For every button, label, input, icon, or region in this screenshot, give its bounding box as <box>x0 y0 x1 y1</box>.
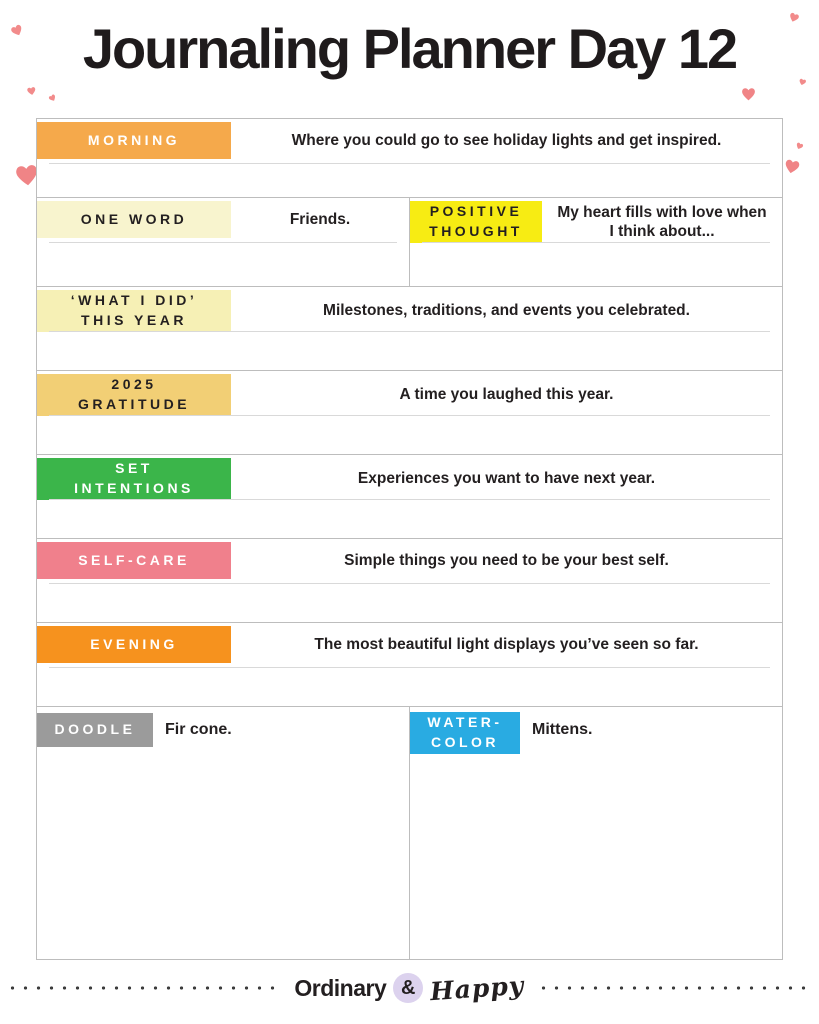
positive-thought-cell <box>409 198 782 286</box>
self-care-prompt: Simple things you need to be your best self. <box>344 551 669 569</box>
brand-logo <box>294 970 526 1006</box>
morning-label: MORNING <box>37 122 231 159</box>
heart-icon <box>797 77 808 87</box>
row-what-i-did <box>37 287 782 371</box>
heart-icon <box>25 85 38 97</box>
row-gratitude <box>37 371 782 455</box>
heart-icon <box>740 86 757 102</box>
brand-ampersand-badge: & <box>393 973 423 1003</box>
what-i-did-label-line1: ‘WHAT I DID’ <box>70 292 198 309</box>
morning-prompt: Where you could go to see holiday lights and get inspired. <box>291 131 722 149</box>
heart-icon <box>794 140 806 151</box>
set-intentions-label-line1: SET <box>115 460 153 477</box>
positive-thought-prompt: My heart fills with love when I think about... <box>557 203 767 240</box>
planner-sheet <box>36 118 783 960</box>
row-one-word-positive-thought <box>37 198 782 287</box>
doodle-cell <box>37 707 409 959</box>
set-intentions-label-line2: INTENTIONS <box>74 480 194 496</box>
set-intentions-label <box>37 458 231 500</box>
writing-line <box>422 242 770 243</box>
gratitude-prompt: A time you laughed this year. <box>399 386 614 404</box>
dotted-line-left <box>6 986 282 990</box>
doodle-prompt: Fir cone. <box>165 721 232 738</box>
watercolor-label-line2: COLOR <box>430 734 500 750</box>
writing-line <box>49 163 770 164</box>
writing-line <box>49 331 770 332</box>
watercolor-label-line1: WATER- <box>427 714 503 731</box>
brand-word-ordinary: Ordinary <box>294 974 387 1001</box>
watercolor-label <box>410 712 520 754</box>
one-word-label: ONE WORD <box>37 201 231 238</box>
brand-word-happy: Happy <box>429 970 526 1006</box>
positive-thought-label-line1: POSITIVE <box>429 203 523 220</box>
self-care-label: SELF-CARE <box>37 542 231 579</box>
row-doodle-watercolor <box>37 707 782 959</box>
positive-thought-label <box>410 201 542 243</box>
dotted-line-right <box>537 986 813 990</box>
writing-line <box>49 415 770 416</box>
set-intentions-prompt: Experiences you want to have next year. <box>357 470 656 488</box>
row-morning <box>37 119 782 198</box>
what-i-did-prompt: Milestones, traditions, and events you celebrated. <box>323 302 690 320</box>
writing-line <box>49 667 770 668</box>
one-word-prompt: Friends. <box>289 210 351 228</box>
watercolor-cell <box>409 707 782 959</box>
row-self-care <box>37 539 782 623</box>
gratitude-label-line2: GRATITUDE <box>77 396 191 412</box>
writing-line <box>49 583 770 584</box>
positive-thought-label-line2: THOUGHT <box>429 223 523 239</box>
row-evening <box>37 623 782 707</box>
doodle-label: DOODLE <box>37 713 153 747</box>
watercolor-prompt: Mittens. <box>532 721 593 738</box>
heart-icon <box>47 92 59 103</box>
what-i-did-label-line2: THIS YEAR <box>81 312 187 328</box>
writing-line <box>49 499 770 500</box>
gratitude-label <box>37 374 231 416</box>
what-i-did-label <box>37 290 231 332</box>
one-word-cell <box>37 198 409 286</box>
footer <box>0 968 819 1008</box>
heart-icon <box>781 156 802 176</box>
evening-prompt: The most beautiful light displays you’ve seen so far. <box>314 635 699 653</box>
writing-line <box>49 242 397 243</box>
row-set-intentions <box>37 455 782 539</box>
evening-label: EVENING <box>37 626 231 663</box>
page-title: Journaling Planner Day 12 <box>82 17 737 80</box>
gratitude-label-line1: 2025 <box>111 376 157 393</box>
